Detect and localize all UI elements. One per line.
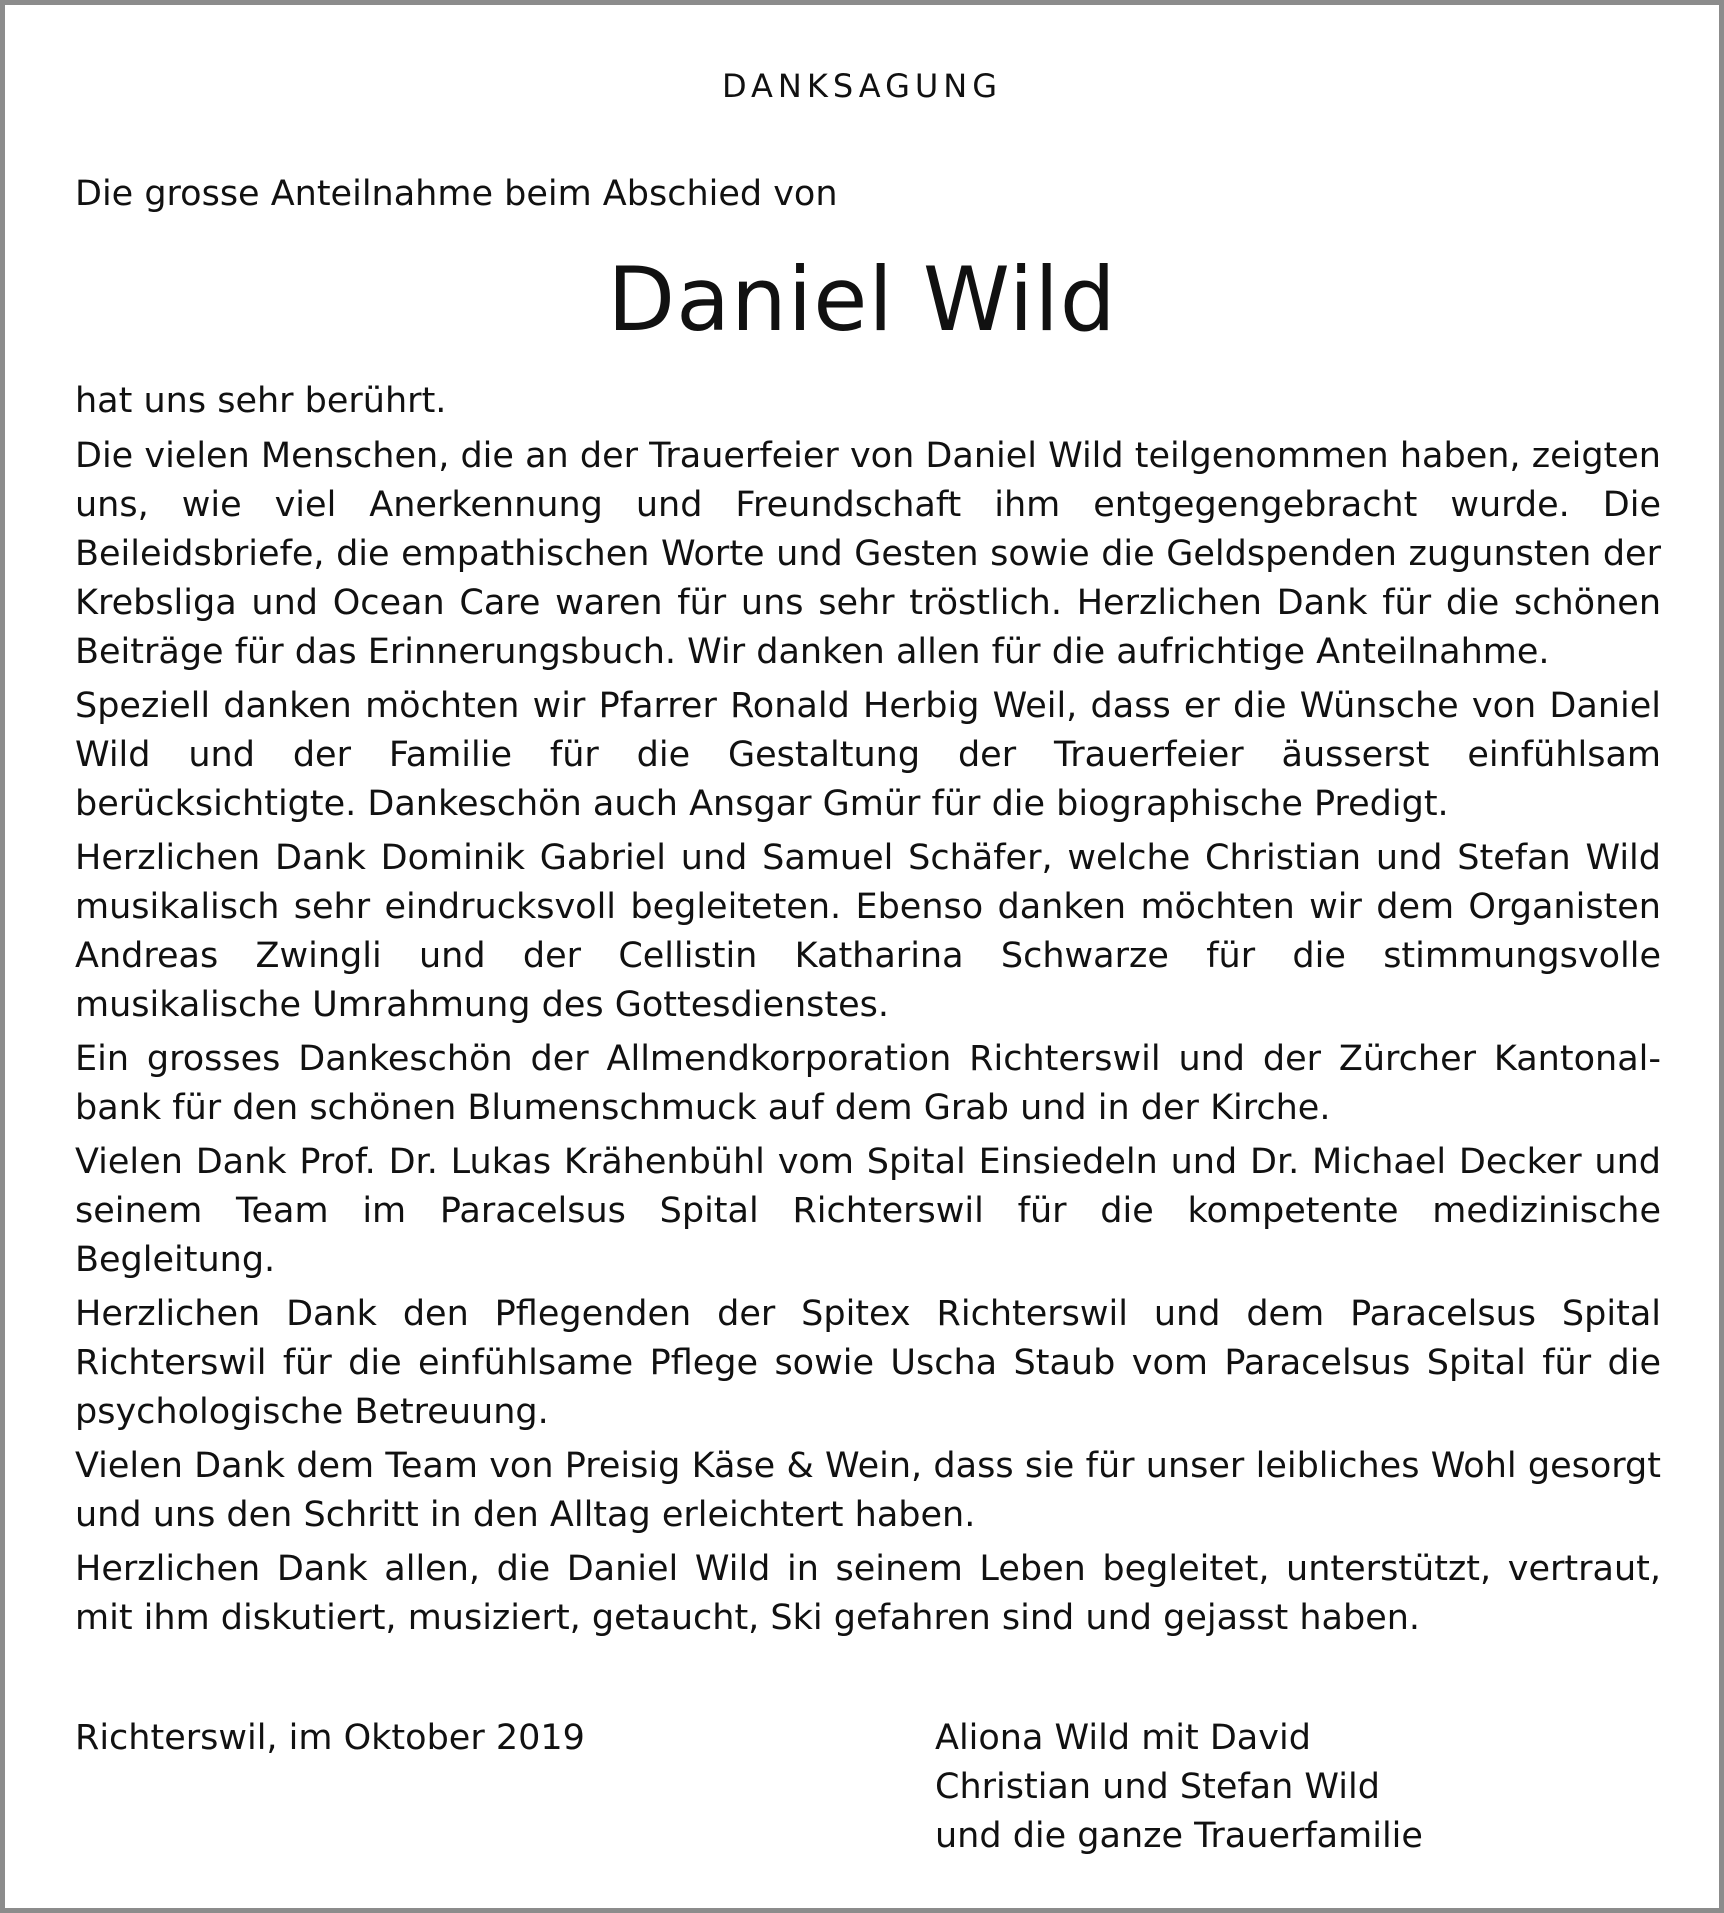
signature-line: Christian und Stefan Wild (935, 1767, 1380, 1807)
paragraph: Herzlichen Dank den Pflegenden der Spitex Richterswil und dem Paracelsus Spital Richterswil für die einfühlsame Pflege sowie Uscha Staub vom Paracelsus Spital für die psychologische Betreuung. (75, 1294, 1661, 1432)
paragraph: Vielen Dank Prof. Dr. Lukas Krähenbühl vom Spital Einsiedeln und Dr. Michael Decker und seinem Team im Paracelsus Spital Richterswil für die kompetente medizinische Begleitung. (75, 1142, 1661, 1280)
place-date: Richterswil, im Oktober 2019 (75, 1718, 585, 1758)
signature-block (935, 1714, 1423, 1861)
paragraph: hat uns sehr berührt. (75, 381, 447, 421)
intro-line: Die grosse Anteilnahme beim Abschied von (75, 174, 838, 214)
thanks-paragraphs (75, 377, 1661, 1648)
deceased-name: Daniel Wild (607, 248, 1117, 351)
paragraph: Speziell danken möchten wir Pfarrer Ronald Herbig Weil, dass er die Wünsche von Daniel Wild und der Familie für die Gestaltung der Trauerfeier äusserst einfühlsam berücksichtigte. Dankeschön auch Ansgar Gmür für die biographische Predigt. (75, 686, 1661, 824)
paragraph: Ein grosses Dankeschön der Allmendkorporation Richterswil und der Zürcher Kantonal-bank für den schönen Blumenschmuck auf dem Grab und in der Kirche. (75, 1039, 1661, 1128)
paragraph: Die vielen Menschen, die an der Trauerfeier von Daniel Wild teilgenommen haben, zeigten uns, wie viel Anerkennung und Freundschaft ihm entgegengebracht wurde. Die Beileidsbriefe, die empathischen Worte und Gesten sowie die Geldspenden zugunsten der Krebsliga und Ocean Care waren für uns sehr tröstlich. Herzlichen Dank für die schönen Beiträge für das Erinnerungsbuch. Wir danken allen für die aufrichtige Anteilnahme. (75, 436, 1661, 672)
paragraph: Herzlichen Dank Dominik Gabriel und Samuel Schäfer, welche Christian und Stefan Wild musikalisch sehr eindrucksvoll begleiteten. Ebenso danken möchten wir dem Organisten Andreas Zwingli und der Cellistin Katharina Schwarze für die stimmungsvolle musikalische Umrahmung des Gottesdienstes. (75, 838, 1661, 1025)
notice-heading: DANKSAGUNG (721, 67, 1003, 105)
signature-line: und die ganze Trauerfamilie (935, 1816, 1423, 1856)
paragraph: Herzlichen Dank allen, die Daniel Wild in seinem Leben begleitet, unterstützt, vertraut, mit ihm diskutiert, musiziert, getaucht, Ski gefahren sind und gejasst haben. (75, 1549, 1661, 1638)
paragraph: Vielen Dank dem Team von Preisig Käse & Wein, dass sie für unser leibliches Wohl gesorgt und uns den Schritt in den Alltag erleichtert haben. (75, 1446, 1661, 1535)
signature-line: Aliona Wild mit David (935, 1718, 1311, 1758)
